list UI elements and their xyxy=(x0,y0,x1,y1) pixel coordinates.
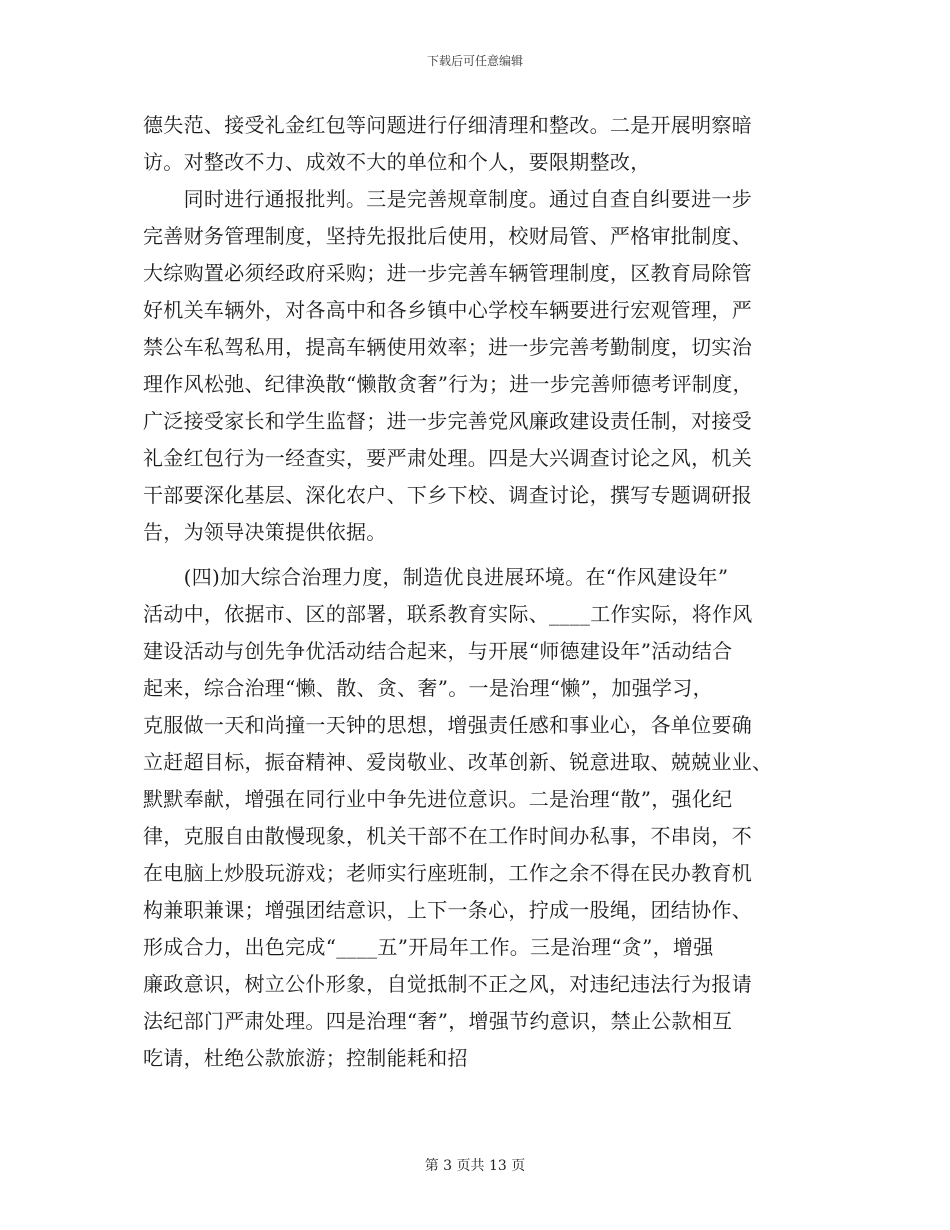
text-line: 干部要深化基层、深化农户、下乡下校、调查讨论，撰写专题调研报 xyxy=(143,483,752,507)
text-line: 默默奉献，增强在同行业中争先进位意识。二是治理“散”，强化纪 xyxy=(143,787,733,811)
text-line: 建设活动与创先争优活动结合起来，与开展“师德建设年”活动结合 xyxy=(143,639,733,663)
text-line: 活动中，依据市、区的部署，联系教育实际、____工作实际，将作风 xyxy=(143,602,753,626)
page-footer: 第 3 页共 13 页 xyxy=(424,1158,526,1174)
text-line: 访。对整改不力、成效不大的单位和个人，要限期整改， xyxy=(143,150,651,174)
text-line: 礼金红包行为一经查实，要严肃处理。四是大兴调查讨论之风，机关 xyxy=(143,446,752,470)
text-line: 大综购置必须经政府采购；进一步完善车辆管理制度，区教育局除管 xyxy=(143,261,752,285)
text-line: 好机关车辆外，对各高中和各乡镇中心学校车辆要进行宏观管理，严 xyxy=(143,298,752,322)
text-line: 克服做一天和尚撞一天钟的思想，增强责任感和事业心，各单位要确 xyxy=(143,713,752,737)
text-line: 吃请，杜绝公款旅游；控制能耗和招 xyxy=(143,1046,468,1070)
text-line: (四)加大综合治理力度，制造优良进展环境。在“作风建设年” xyxy=(143,565,729,589)
text-line: 禁公车私驾私用，提高车辆使用效率；进一步完善考勤制度，切实治 xyxy=(143,335,752,359)
text-line: 完善财务管理制度，坚持先报批后使用，校财局管、严格审批制度、 xyxy=(143,224,752,248)
text-line: 广泛接受家长和学生监督；进一步完善党风廉政建设责任制，对接受 xyxy=(143,409,752,433)
text-line: 立赶超目标，振奋精神、爱岗敬业、改革创新、锐意进取、兢兢业业、 xyxy=(143,750,773,774)
text-line: 律，克服自由散慢现象，机关干部不在工作时间办私事，不串岗，不 xyxy=(143,824,752,848)
text-line: 法纪部门严肃处理。四是治理“奢”，增强节约意识，禁止公款相互 xyxy=(143,1009,733,1033)
text-line: 告，为领导决策提供依据。 xyxy=(143,520,387,544)
text-line: 德失范、接受礼金红包等问题进行仔细清理和整改。二是开展明察暗 xyxy=(143,113,752,137)
page-header: 下载后可任意编辑 xyxy=(426,54,523,68)
text-line: 同时进行通报批判。三是完善规章制度。通过自查自纠要进一步 xyxy=(143,187,752,211)
text-line: 形成合力，出色完成“____五”开局年工作。三是治理“贪”，增强 xyxy=(143,935,714,959)
text-line: 廉政意识，树立公仆形象，自觉抵制不正之风，对违纪违法行为报请 xyxy=(143,972,752,996)
text-line: 起来，综合治理“懒、散、贪、奢”。一是治理“懒”，加强学习， xyxy=(143,676,713,700)
text-line: 理作风松弛、纪律涣散“懒散贪奢”行为；进一步完善师德考评制度， xyxy=(143,372,753,396)
text-line: 构兼职兼课；增强团结意识，上下一条心，拧成一股绳，团结协作、 xyxy=(143,898,752,922)
text-line: 在电脑上炒股玩游戏；老师实行座班制，工作之余不得在民办教育机 xyxy=(143,861,752,885)
